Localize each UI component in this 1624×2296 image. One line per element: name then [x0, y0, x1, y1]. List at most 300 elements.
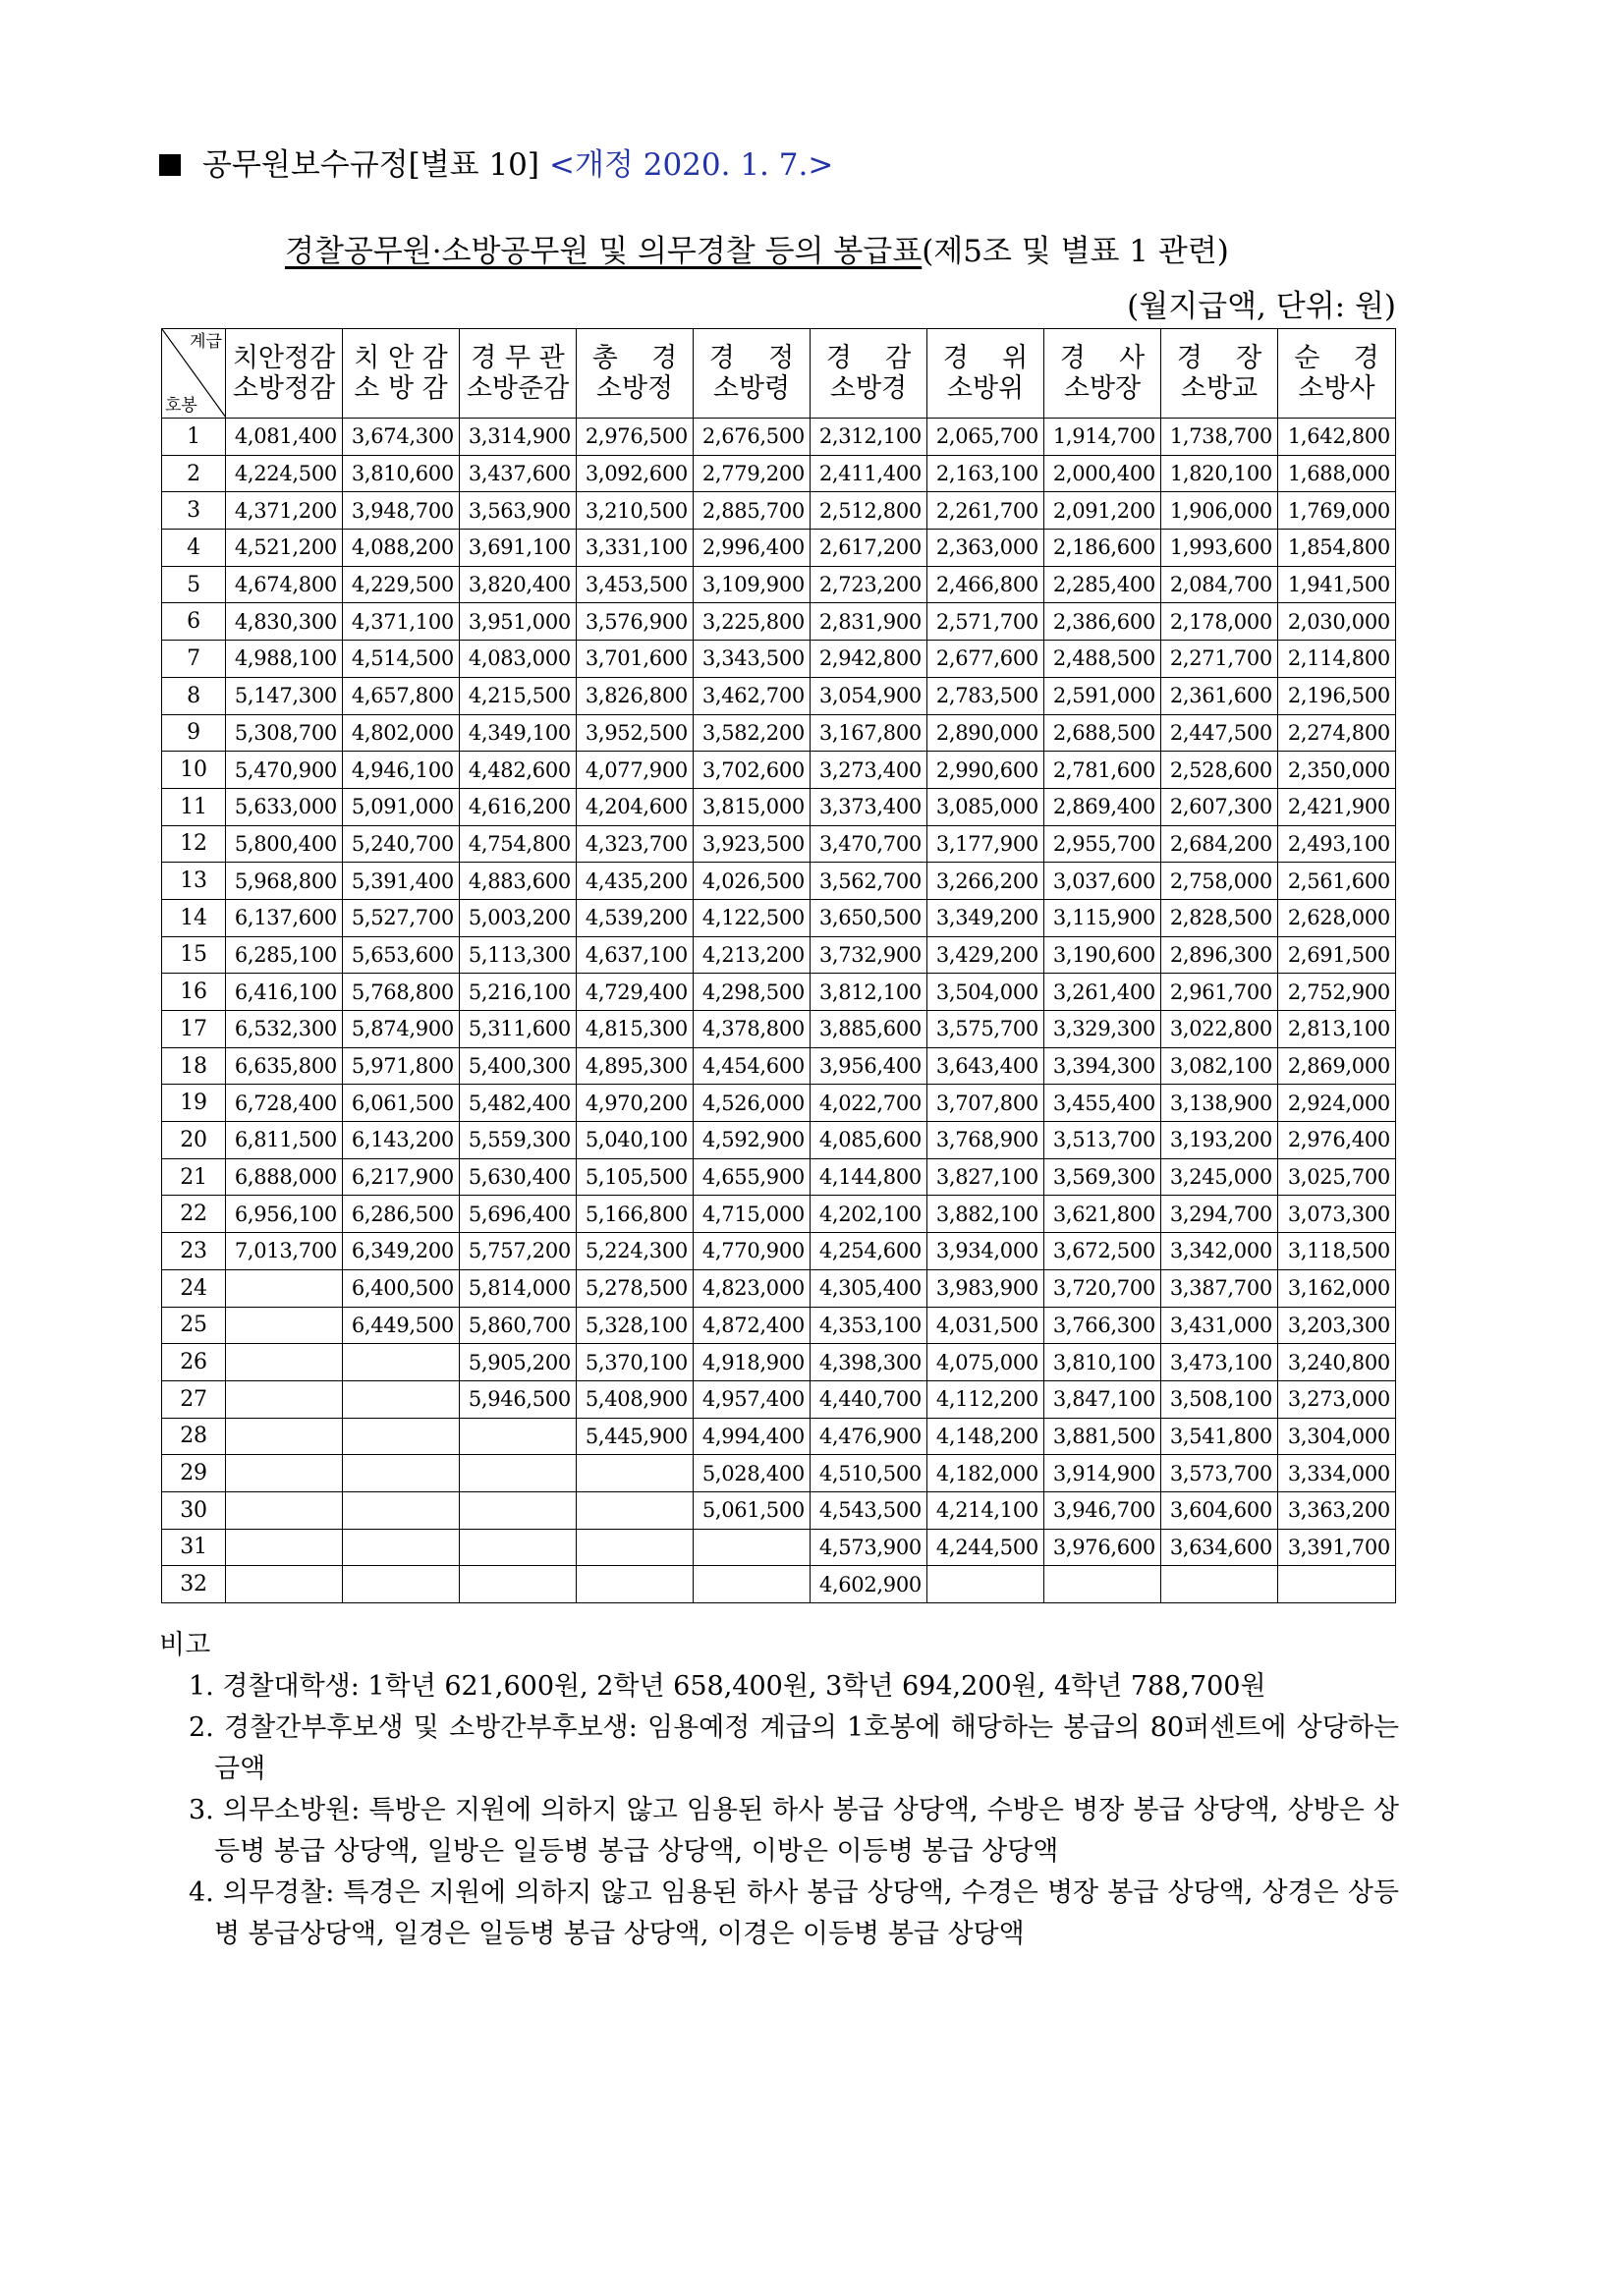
salary-cell: 5,445,900: [577, 1418, 694, 1455]
table-row: [162, 1158, 1396, 1196]
salary-cell: 5,946,500: [460, 1380, 577, 1418]
salary-cell: 2,752,900: [1278, 974, 1396, 1011]
salary-cell: 5,814,000: [460, 1269, 577, 1307]
salary-cell: 5,216,100: [460, 974, 577, 1011]
salary-cell: 2,781,600: [1044, 752, 1161, 789]
salary-cell: 2,783,500: [927, 677, 1044, 714]
salary-cell: 4,371,100: [343, 603, 460, 641]
salary-cell: 1,914,700: [1044, 419, 1161, 456]
salary-cell: 3,082,100: [1161, 1047, 1278, 1085]
salary-cell: 4,526,000: [694, 1085, 811, 1122]
salary-cell: 4,946,100: [343, 752, 460, 789]
rank-header: [927, 329, 1044, 419]
salary-cell: [577, 1529, 694, 1566]
salary-cell: [226, 1307, 343, 1344]
salary-cell: 3,634,600: [1161, 1529, 1278, 1566]
table-row: [162, 603, 1396, 641]
salary-cell: 1,769,000: [1278, 492, 1396, 530]
fire-rank-label: 소방교: [1180, 373, 1259, 404]
salary-cell: 5,527,700: [343, 899, 460, 936]
salary-cell: 4,371,200: [226, 492, 343, 530]
salary-cell: 6,449,500: [343, 1307, 460, 1344]
table-row: [162, 825, 1396, 863]
salary-cell: 2,361,600: [1161, 677, 1278, 714]
salary-cell: 4,202,100: [811, 1196, 927, 1233]
salary-cell: 2,030,000: [1278, 603, 1396, 641]
salary-cell: [343, 1491, 460, 1529]
salary-cell: 3,948,700: [343, 492, 460, 530]
step-cell: 26: [162, 1344, 226, 1381]
step-cell: 11: [162, 788, 226, 825]
salary-cell: 5,408,900: [577, 1380, 694, 1418]
salary-cell: 4,573,900: [811, 1529, 927, 1566]
salary-cell: [577, 1566, 694, 1603]
salary-cell: 3,314,900: [460, 419, 577, 456]
salary-cell: 5,113,300: [460, 936, 577, 974]
salary-cell: [927, 1566, 1044, 1603]
salary-cell: 2,411,400: [811, 455, 927, 492]
salary-cell: 4,918,900: [694, 1344, 811, 1381]
salary-cell: 6,532,300: [226, 1011, 343, 1048]
salary-cell: 2,178,000: [1161, 603, 1278, 641]
salary-cell: 3,881,500: [1044, 1418, 1161, 1455]
salary-cell: 1,941,500: [1278, 566, 1396, 603]
salary-cell: 3,815,000: [694, 788, 811, 825]
salary-cell: [226, 1344, 343, 1381]
salary-cell: 2,628,000: [1278, 899, 1396, 936]
table-row: [162, 1047, 1396, 1085]
fire-rank-label: 소방령: [712, 373, 791, 404]
salary-cell: 1,993,600: [1161, 530, 1278, 567]
table-row: [162, 492, 1396, 530]
salary-cell: 1,738,700: [1161, 419, 1278, 456]
salary-cell: 4,083,000: [460, 641, 577, 678]
table-row: [162, 1566, 1396, 1603]
rank-header: [343, 329, 460, 419]
table-row: [162, 714, 1396, 752]
table-row: [162, 1418, 1396, 1455]
salary-cell: 2,990,600: [927, 752, 1044, 789]
salary-cell: 3,210,500: [577, 492, 694, 530]
salary-cell: 5,028,400: [694, 1455, 811, 1492]
step-cell: 13: [162, 863, 226, 900]
salary-cell: 3,983,900: [927, 1269, 1044, 1307]
salary-cell: 3,768,900: [927, 1122, 1044, 1159]
salary-cell: 4,802,000: [343, 714, 460, 752]
salary-cell: 4,895,300: [577, 1047, 694, 1085]
salary-cell: 2,688,500: [1044, 714, 1161, 752]
fire-rank-label: 소방준감: [466, 373, 570, 404]
salary-cell: 2,186,600: [1044, 530, 1161, 567]
salary-cell: 3,115,900: [1044, 899, 1161, 936]
salary-cell: 3,541,800: [1161, 1418, 1278, 1455]
salary-cell: 5,370,100: [577, 1344, 694, 1381]
salary-cell: 5,905,200: [460, 1344, 577, 1381]
salary-cell: 6,728,400: [226, 1085, 343, 1122]
step-cell: 30: [162, 1491, 226, 1529]
step-cell: 17: [162, 1011, 226, 1048]
table-row: [162, 1269, 1396, 1307]
salary-cell: 2,896,300: [1161, 936, 1278, 974]
salary-cell: 3,702,600: [694, 752, 811, 789]
salary-cell: 4,088,200: [343, 530, 460, 567]
salary-cell: 3,349,200: [927, 899, 1044, 936]
salary-cell: 4,988,100: [226, 641, 343, 678]
salary-cell: 3,691,100: [460, 530, 577, 567]
salary-cell: 1,642,800: [1278, 419, 1396, 456]
salary-cell: [1044, 1566, 1161, 1603]
step-cell: 29: [162, 1455, 226, 1492]
fire-rank-label: 소방위: [946, 373, 1025, 404]
police-rank-label: 경 감: [825, 343, 912, 373]
salary-cell: 2,114,800: [1278, 641, 1396, 678]
salary-cell: 4,031,500: [927, 1307, 1044, 1344]
step-cell: 14: [162, 899, 226, 936]
fire-rank-label: 소방사: [1298, 373, 1375, 404]
salary-cell: 4,148,200: [927, 1418, 1044, 1455]
salary-cell: 2,924,000: [1278, 1085, 1396, 1122]
salary-cell: 2,312,100: [811, 419, 927, 456]
salary-cell: 2,065,700: [927, 419, 1044, 456]
salary-cell: 4,213,200: [694, 936, 811, 974]
salary-cell: 3,245,000: [1161, 1158, 1278, 1196]
fire-rank-label: 소방장: [1063, 373, 1142, 404]
salary-cell: [226, 1418, 343, 1455]
salary-cell: 3,563,900: [460, 492, 577, 530]
salary-cell: 3,812,100: [811, 974, 927, 1011]
salary-cell: 3,394,300: [1044, 1047, 1161, 1085]
salary-cell: 2,676,500: [694, 419, 811, 456]
salary-cell: 3,508,100: [1161, 1380, 1278, 1418]
salary-cell: [226, 1566, 343, 1603]
salary-cell: 5,400,300: [460, 1047, 577, 1085]
salary-cell: 3,707,800: [927, 1085, 1044, 1122]
salary-cell: 2,869,000: [1278, 1047, 1396, 1085]
salary-cell: 3,914,900: [1044, 1455, 1161, 1492]
salary-cell: 4,081,400: [226, 419, 343, 456]
salary-cell: 2,828,500: [1161, 899, 1278, 936]
remark-item: 3. 의무소방원: 특방은 지원에 의하지 않고 임용된 하사 봉급 상당액, 수방은 병장 봉급 상당액, 상방은 상등병 봉급 상당액, 일방은 일등병 봉급 상당액, 이방은 이등병 봉급 상당액: [189, 1795, 1399, 1867]
table-row: [162, 863, 1396, 900]
table-row: [162, 788, 1396, 825]
salary-cell: 3,946,700: [1044, 1491, 1161, 1529]
salary-cell: 3,387,700: [1161, 1269, 1278, 1307]
salary-cell: 4,521,200: [226, 530, 343, 567]
salary-cell: 3,331,100: [577, 530, 694, 567]
salary-cell: 2,571,700: [927, 603, 1044, 641]
salary-cell: [343, 1529, 460, 1566]
salary-cell: [460, 1491, 577, 1529]
salary-cell: 3,934,000: [927, 1233, 1044, 1270]
salary-cell: 3,575,700: [927, 1011, 1044, 1048]
salary-cell: 4,349,100: [460, 714, 577, 752]
salary-cell: 3,576,900: [577, 603, 694, 641]
salary-cell: 3,462,700: [694, 677, 811, 714]
salary-cell: 6,061,500: [343, 1085, 460, 1122]
salary-cell: 5,147,300: [226, 677, 343, 714]
remarks-section: [159, 1625, 1399, 1955]
salary-cell: 2,285,400: [1044, 566, 1161, 603]
fire-rank-label: 소방경: [829, 373, 908, 404]
salary-cell: 3,342,000: [1161, 1233, 1278, 1270]
salary-cell: 3,266,200: [927, 863, 1044, 900]
salary-cell: 3,109,900: [694, 566, 811, 603]
salary-cell: 2,350,000: [1278, 752, 1396, 789]
step-cell: 3: [162, 492, 226, 530]
table-row: [162, 1307, 1396, 1344]
salary-cell: 3,827,100: [927, 1158, 1044, 1196]
step-cell: 23: [162, 1233, 226, 1270]
salary-cell: 4,229,500: [343, 566, 460, 603]
salary-cell: 2,758,000: [1161, 863, 1278, 900]
salary-cell: [343, 1455, 460, 1492]
table-row: [162, 1491, 1396, 1529]
black-square-icon: [159, 154, 181, 176]
salary-cell: 3,885,600: [811, 1011, 927, 1048]
salary-cell: 4,204,600: [577, 788, 694, 825]
corner-step-label: 호봉: [165, 396, 197, 416]
salary-cell: 4,539,200: [577, 899, 694, 936]
salary-cell: 5,240,700: [343, 825, 460, 863]
salary-cell: 4,657,800: [343, 677, 460, 714]
step-cell: 20: [162, 1122, 226, 1159]
salary-cell: [577, 1455, 694, 1492]
salary-cell: 2,421,900: [1278, 788, 1396, 825]
salary-cell: 3,604,600: [1161, 1491, 1278, 1529]
salary-cell: 3,304,000: [1278, 1418, 1396, 1455]
salary-cell: 2,591,000: [1044, 677, 1161, 714]
salary-cell: 2,512,800: [811, 492, 927, 530]
step-cell: 16: [162, 974, 226, 1011]
step-cell: 18: [162, 1047, 226, 1085]
salary-cell: 4,592,900: [694, 1122, 811, 1159]
police-rank-label: 치 안 감: [354, 343, 448, 373]
fire-rank-label: 소방정: [595, 373, 674, 404]
salary-cell: 4,323,700: [577, 825, 694, 863]
salary-cell: [460, 1566, 577, 1603]
table-row: [162, 1085, 1396, 1122]
salary-cell: 6,635,800: [226, 1047, 343, 1085]
salary-cell: 3,162,000: [1278, 1269, 1396, 1307]
salary-cell: 2,976,400: [1278, 1122, 1396, 1159]
salary-cell: 4,830,300: [226, 603, 343, 641]
salary-cell: [226, 1491, 343, 1529]
salary-cell: 6,888,000: [226, 1158, 343, 1196]
salary-cell: 3,138,900: [1161, 1085, 1278, 1122]
salary-cell: 3,643,400: [927, 1047, 1044, 1085]
salary-cell: 2,493,100: [1278, 825, 1396, 863]
salary-cell: 3,261,400: [1044, 974, 1161, 1011]
salary-cell: [226, 1269, 343, 1307]
salary-cell: 3,956,400: [811, 1047, 927, 1085]
salary-cell: 3,732,900: [811, 936, 927, 974]
step-cell: 19: [162, 1085, 226, 1122]
police-rank-label: 치안정감: [232, 343, 336, 373]
salary-cell: 3,455,400: [1044, 1085, 1161, 1122]
salary-cell: 4,674,800: [226, 566, 343, 603]
salary-cell: 4,305,400: [811, 1269, 927, 1307]
salary-cell: 3,073,300: [1278, 1196, 1396, 1233]
salary-cell: 2,723,200: [811, 566, 927, 603]
step-cell: 27: [162, 1380, 226, 1418]
table-row: [162, 752, 1396, 789]
salary-cell: 4,112,200: [927, 1380, 1044, 1418]
salary-cell: 5,224,300: [577, 1233, 694, 1270]
salary-cell: 4,075,000: [927, 1344, 1044, 1381]
salary-cell: 3,810,600: [343, 455, 460, 492]
salary-cell: 4,754,800: [460, 825, 577, 863]
salary-cell: 3,951,000: [460, 603, 577, 641]
salary-cell: 3,453,500: [577, 566, 694, 603]
table-row: [162, 974, 1396, 1011]
salary-cell: [343, 1566, 460, 1603]
table-row: [162, 641, 1396, 678]
salary-cell: 2,528,600: [1161, 752, 1278, 789]
table-row: [162, 1380, 1396, 1418]
salary-cell: 3,294,700: [1161, 1196, 1278, 1233]
salary-cell: 3,373,400: [811, 788, 927, 825]
remarks-list: [159, 1666, 1399, 1955]
salary-cell: 4,729,400: [577, 974, 694, 1011]
salary-cell: 2,779,200: [694, 455, 811, 492]
salary-cell: 5,800,400: [226, 825, 343, 863]
salary-cell: 3,513,700: [1044, 1122, 1161, 1159]
salary-cell: 2,607,300: [1161, 788, 1278, 825]
salary-cell: 4,244,500: [927, 1529, 1044, 1566]
salary-cell: 3,429,200: [927, 936, 1044, 974]
salary-cell: 6,416,100: [226, 974, 343, 1011]
salary-cell: 6,956,100: [226, 1196, 343, 1233]
table-row: [162, 1196, 1396, 1233]
salary-cell: 5,559,300: [460, 1122, 577, 1159]
salary-cell: 4,655,900: [694, 1158, 811, 1196]
salary-cell: 3,225,800: [694, 603, 811, 641]
salary-cell: 2,261,700: [927, 492, 1044, 530]
salary-cell: 2,271,700: [1161, 641, 1278, 678]
salary-cell: 2,677,600: [927, 641, 1044, 678]
salary-cell: 2,942,800: [811, 641, 927, 678]
salary-cell: [694, 1529, 811, 1566]
salary-cell: 3,569,300: [1044, 1158, 1161, 1196]
step-cell: 4: [162, 530, 226, 567]
salary-cell: [1161, 1566, 1278, 1603]
salary-cell: 1,854,800: [1278, 530, 1396, 567]
table-row: [162, 1344, 1396, 1381]
step-cell: 25: [162, 1307, 226, 1344]
salary-cell: 3,820,400: [460, 566, 577, 603]
salary-cell: 6,143,200: [343, 1122, 460, 1159]
salary-cell: 6,400,500: [343, 1269, 460, 1307]
table-title-suffix: (제5조 및 별표 1 관련): [922, 234, 1229, 269]
salary-cell: 3,573,700: [1161, 1455, 1278, 1492]
salary-cell: [694, 1566, 811, 1603]
salary-cell: 5,482,400: [460, 1085, 577, 1122]
table-title-main: 경찰공무원·소방공무원 및 의무경찰 등의 봉급표: [285, 234, 923, 269]
salary-cell: 4,085,600: [811, 1122, 927, 1159]
salary-cell: 3,054,900: [811, 677, 927, 714]
salary-cell: 3,334,000: [1278, 1455, 1396, 1492]
salary-cell: 1,906,000: [1161, 492, 1278, 530]
salary-cell: 6,286,500: [343, 1196, 460, 1233]
table-row: [162, 530, 1396, 567]
salary-cell: 2,363,000: [927, 530, 1044, 567]
salary-cell: [226, 1455, 343, 1492]
remark-item: 2. 경찰간부후보생 및 소방간부후보생: 임용예정 계급의 1호봉에 해당하는 봉급의 80퍼센트에 상당하는 금액: [189, 1712, 1399, 1784]
salary-cell: 4,215,500: [460, 677, 577, 714]
regulation-title: 공무원보수규정[별표 10]: [202, 147, 540, 183]
salary-cell: 3,391,700: [1278, 1529, 1396, 1566]
salary-cell: 4,602,900: [811, 1566, 927, 1603]
salary-cell: 2,561,600: [1278, 863, 1396, 900]
salary-cell: 4,454,600: [694, 1047, 811, 1085]
salary-cell: 3,766,300: [1044, 1307, 1161, 1344]
salary-cell: 2,869,400: [1044, 788, 1161, 825]
salary-cell: 3,650,500: [811, 899, 927, 936]
salary-cell: 3,720,700: [1044, 1269, 1161, 1307]
table-row: [162, 1122, 1396, 1159]
salary-cell: 4,254,600: [811, 1233, 927, 1270]
salary-cell: 5,971,800: [343, 1047, 460, 1085]
remark-item: 1. 경찰대학생: 1학년 621,600원, 2학년 658,400원, 3학년 694,200원, 4학년 788,700원: [189, 1671, 1266, 1702]
salary-cell: 2,996,400: [694, 530, 811, 567]
police-rank-label: 총 경: [591, 343, 678, 373]
salary-cell: 4,823,000: [694, 1269, 811, 1307]
salary-cell: 4,510,500: [811, 1455, 927, 1492]
table-title: [285, 232, 1229, 271]
salary-cell: 3,473,100: [1161, 1344, 1278, 1381]
police-rank-label: 경 사: [1059, 343, 1146, 373]
salary-cell: 3,118,500: [1278, 1233, 1396, 1270]
salary-cell: 3,810,100: [1044, 1344, 1161, 1381]
table-body: [162, 419, 1396, 1603]
revision-note: <개정 2020. 1. 7.>: [549, 147, 834, 183]
police-rank-label: 경 위: [942, 343, 1029, 373]
rank-header: [811, 329, 927, 419]
salary-cell: 3,092,600: [577, 455, 694, 492]
salary-cell: 3,701,600: [577, 641, 694, 678]
salary-cell: 3,273,000: [1278, 1380, 1396, 1418]
salary-cell: [343, 1344, 460, 1381]
step-cell: 6: [162, 603, 226, 641]
step-cell: 21: [162, 1158, 226, 1196]
salary-cell: 3,240,800: [1278, 1344, 1396, 1381]
salary-cell: 2,955,700: [1044, 825, 1161, 863]
fire-rank-label: 소방정감: [232, 373, 336, 404]
salary-cell: 2,691,500: [1278, 936, 1396, 974]
salary-cell: 5,630,400: [460, 1158, 577, 1196]
regulation-header: [159, 145, 833, 185]
salary-cell: 3,193,200: [1161, 1122, 1278, 1159]
salary-cell: 6,349,200: [343, 1233, 460, 1270]
salary-cell: 5,311,600: [460, 1011, 577, 1048]
step-cell: 1: [162, 419, 226, 456]
salary-cell: 6,137,600: [226, 899, 343, 936]
salary-cell: 3,343,500: [694, 641, 811, 678]
rank-header: [1161, 329, 1278, 419]
salary-cell: 5,768,800: [343, 974, 460, 1011]
salary-cell: 5,308,700: [226, 714, 343, 752]
table-row: [162, 566, 1396, 603]
salary-cell: 4,144,800: [811, 1158, 927, 1196]
salary-cell: 4,637,100: [577, 936, 694, 974]
salary-cell: 3,562,700: [811, 863, 927, 900]
salary-cell: 3,167,800: [811, 714, 927, 752]
table-row: [162, 899, 1396, 936]
salary-cell: 3,847,100: [1044, 1380, 1161, 1418]
step-cell: 9: [162, 714, 226, 752]
salary-cell: 2,163,100: [927, 455, 1044, 492]
salary-cell: 3,923,500: [694, 825, 811, 863]
